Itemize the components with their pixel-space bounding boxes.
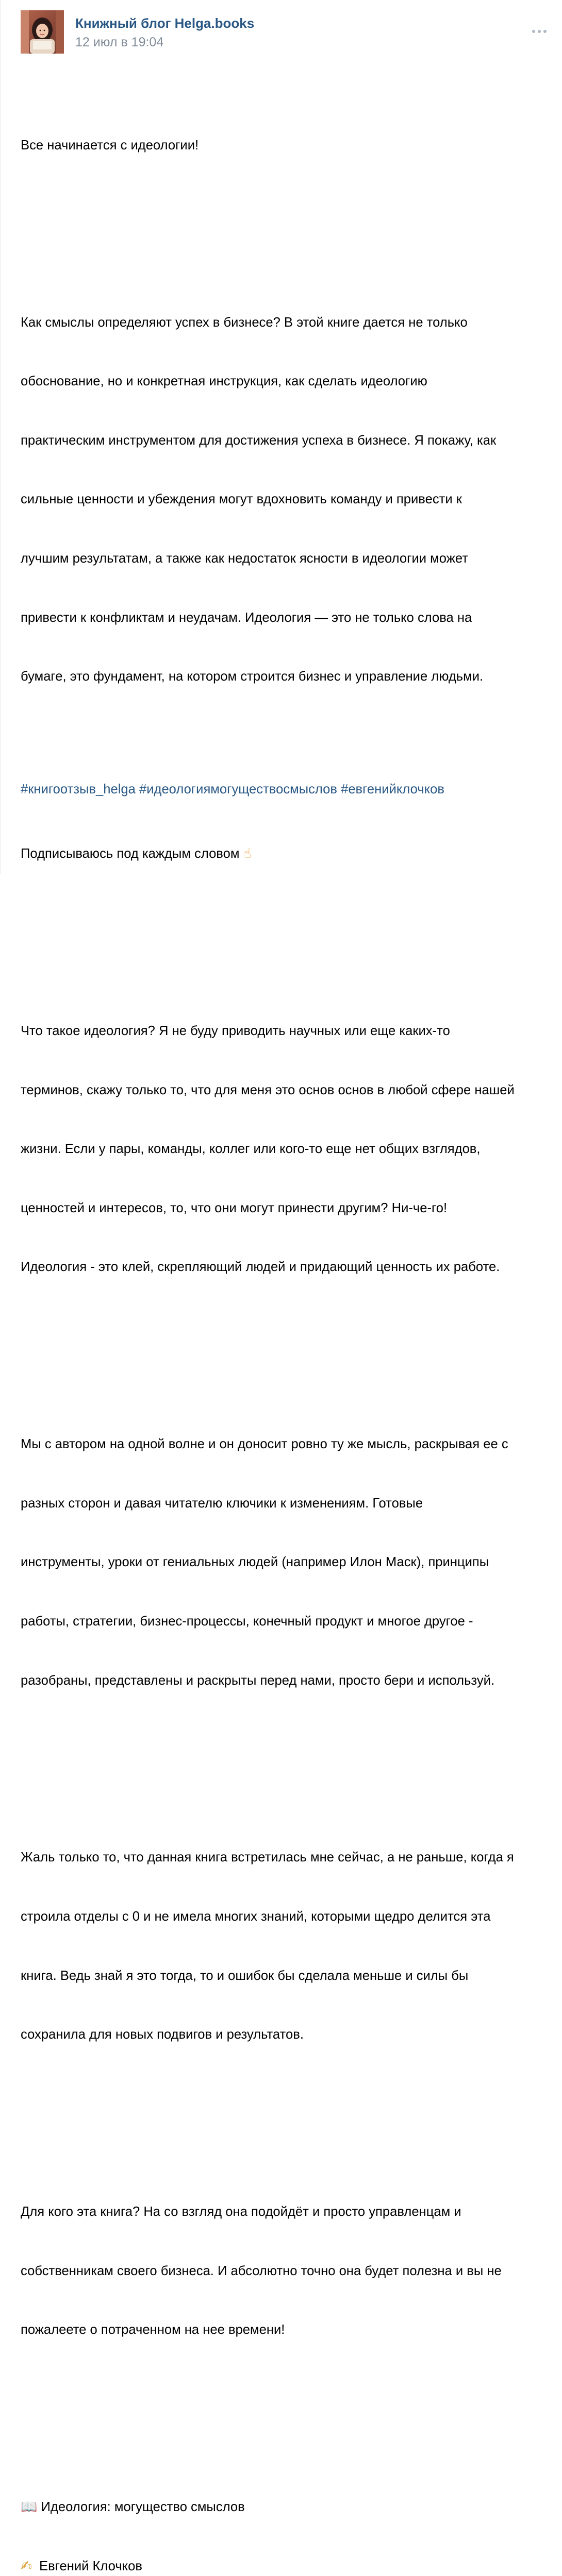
- paragraph-intro: [21, 96, 552, 194]
- text-line: Что такое идеология? Я не буду приводить научных или еще каких-то: [21, 1023, 450, 1038]
- hashtag-link[interactable]: #евгенийклочков: [341, 782, 444, 796]
- text-line: инструменты, уроки от гениальных людей (например Илон Маск), принципы: [21, 1555, 489, 1570]
- book-author: Евгений Клочков: [39, 2558, 142, 2573]
- paragraph-what-is: [21, 982, 552, 1316]
- post-text: [21, 57, 552, 2576]
- paragraph-agree: [21, 805, 552, 903]
- avatar[interactable]: [21, 10, 64, 54]
- text-line: бумаге, это фундамент, на котором строится бизнес и управление людьми.: [21, 669, 484, 684]
- author-name-link[interactable]: Книжный блог Helga.books: [75, 15, 255, 31]
- writing-hand-icon: ✍: [21, 2558, 32, 2574]
- text-line: [21, 844, 552, 863]
- text-line: Все начинается с идеологии!: [21, 138, 199, 152]
- paragraph-description: [21, 273, 552, 726]
- paragraph-regret: [21, 1808, 552, 2084]
- left-border: [0, 0, 1, 874]
- text-line: Жаль только то, что данная книга встретилась мне сейчас, а не раньше, когда я: [21, 1850, 514, 1865]
- avatar-photo-icon: [21, 10, 64, 54]
- more-horizontal-icon[interactable]: [529, 24, 550, 39]
- text-line: терминов, скажу только то, что для меня это основ основ в любой сфере нашей: [21, 1082, 515, 1097]
- text-line: привести к конфликтам и неудачам. Идеология — это не только слова на: [21, 610, 472, 625]
- pointing-up-icon: ☝: [243, 846, 252, 862]
- book-info: [21, 2458, 552, 2576]
- text-line: книга. Ведь знай я это тогда, то и ошибок бы сделала меньше и силы бы: [21, 1968, 469, 1983]
- text-line: Для кого эта книга? На со взгляд она подойдёт и просто управленцам и: [21, 2205, 461, 2219]
- text-line: обоснование, но и конкретная инструкция, как сделать идеологию: [21, 374, 427, 389]
- text-line: Мы с автором на одной волне и он доносит ровно ту же мысль, раскрывая ее с: [21, 1437, 508, 1452]
- text-line: лучшим результатам, а также как недостаток ясности в идеологии может: [21, 551, 468, 566]
- text-line: практическим инструментом для достижения успеха в бизнесе. Я покажу, как: [21, 433, 497, 448]
- text-line: собственникам своего бизнеса. И абсолютно точно она будет полезна и вы не: [21, 2263, 502, 2278]
- text-line: работы, стратегии, бизнес-процессы, конечный продукт и многое другое -: [21, 1614, 473, 1629]
- hashtag-link[interactable]: #книгоотзыв_helga: [21, 782, 136, 796]
- text-line: Идеология - это клей, скрепляющий людей и придающий ценность их работе.: [21, 1260, 500, 1275]
- text-line: разных сторон и давая читателю ключики к изменениям. Готовые: [21, 1496, 423, 1511]
- text-line: сильные ценности и убеждения могут вдохновить команду и привести к: [21, 492, 462, 507]
- post-date-link[interactable]: 12 июл в 19:04: [75, 35, 164, 49]
- text-line: Как смыслы определяют успех в бизнесе? В этой книге дается не только: [21, 315, 468, 330]
- text-line: ценностей и интересов, то, что они могут принести другим? Ни-че-го!: [21, 1200, 448, 1215]
- post-header: [21, 10, 552, 55]
- hashtags: [21, 779, 444, 799]
- paragraph-audience: [21, 2163, 552, 2379]
- text-line: жизни. Если у пары, команды, коллег или кого-то еще нет общих взглядов,: [21, 1142, 481, 1157]
- text-line: пожалеете о потраченном на нее времени!: [21, 2323, 285, 2337]
- agree-text: Подписываюсь под каждым словом: [21, 846, 240, 861]
- open-book-icon: 📖: [21, 2499, 38, 2515]
- paragraph-author: [21, 1395, 552, 1730]
- text-line: разобраны, представлены и раскрыты перед нами, просто бери и используй.: [21, 1673, 495, 1688]
- text-line: строила отделы с 0 и не имела многих знаний, которыми щедро делится эта: [21, 1909, 491, 1924]
- book-title-line: [21, 2497, 552, 2517]
- hashtag-link[interactable]: #идеологиямогуществосмыслов: [139, 782, 337, 796]
- book-title: Идеология: могущество смыслов: [41, 2500, 245, 2515]
- text-line: сохранила для новых подвигов и результатов.: [21, 2027, 304, 2042]
- book-author-line: [21, 2556, 552, 2576]
